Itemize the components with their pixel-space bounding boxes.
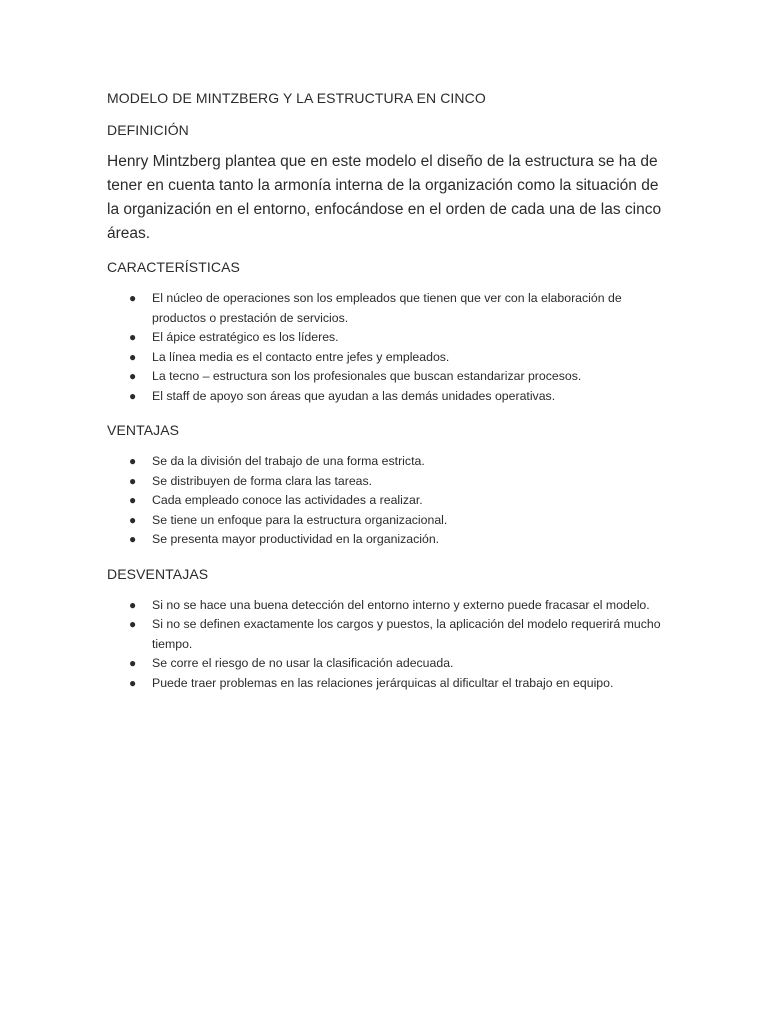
ventajas-list — [107, 452, 667, 550]
bullet-icon: ● — [129, 617, 137, 631]
list-item-text: Se distribuyen de forma clara las tareas. — [152, 473, 373, 488]
list-item-text: Se da la división del trabajo de una forma estricta. — [152, 454, 425, 468]
list-item-text: Si no se hace una buena detección del entorno interno y externo puede fracasar el modelo. — [152, 597, 650, 612]
list-item — [107, 491, 672, 511]
list-item-text: El ápice estratégico es los líderes. — [152, 330, 339, 344]
list-item-text: Cada empleado conoce las actividades a realizar. — [152, 493, 423, 507]
bullet-icon: ● — [129, 532, 137, 546]
list-item — [107, 328, 672, 348]
heading-definicion: DEFINICIÓN — [107, 122, 189, 138]
list-item-text: Se tiene un enfoque para la estructura organizacional. — [152, 512, 448, 527]
bullet-icon: ● — [129, 291, 137, 305]
list-item — [107, 674, 672, 694]
bullet-icon: ● — [129, 493, 137, 507]
list-item — [107, 530, 672, 550]
list-item — [107, 654, 672, 674]
list-item — [107, 615, 672, 654]
bullet-icon: ● — [129, 330, 137, 344]
list-item-text: El staff de apoyo son áreas que ayudan a las demás unidades operativas. — [152, 388, 556, 403]
bullet-icon: ● — [129, 597, 137, 612]
bullet-icon: ● — [129, 369, 137, 383]
list-item-text: Se presenta mayor productividad en la organización. — [152, 532, 440, 546]
bullet-icon: ● — [129, 454, 137, 468]
list-item — [107, 387, 672, 407]
list-item — [107, 452, 672, 472]
bullet-icon: ● — [129, 473, 137, 488]
list-item-text: Puede traer problemas en las relaciones jerárquicas al dificultar el trabajo en equipo. — [152, 675, 614, 690]
bullet-icon: ● — [129, 388, 137, 403]
definicion-paragraph: Henry Mintzberg plantea que en este modelo el diseño de la estructura se ha de tener en cuenta tanto la armonía interna de la organización como la situación de la organización en el entorno, enfocándose en el orden de cada una de las cinco áreas. — [107, 153, 662, 242]
list-item — [107, 348, 672, 368]
document-title: MODELO DE MINTZBERG Y LA ESTRUCTURA EN CINCO — [107, 90, 486, 106]
heading-ventajas: VENTAJAS — [107, 422, 180, 438]
list-item-text: Si no se definen exactamente los cargos y puestos, la aplicación del modelo requerirá mucho tiempo. — [152, 617, 661, 651]
document-page — [107, 88, 667, 707]
list-item — [107, 367, 672, 387]
list-item — [107, 596, 672, 616]
list-item-text: El núcleo de operaciones son los empleados que tienen que ver con la elaboración de productos o prestación de servicios. — [152, 291, 622, 325]
caracteristicas-list — [107, 289, 667, 406]
bullet-icon: ● — [129, 656, 137, 670]
desventajas-list — [107, 596, 667, 694]
list-item — [107, 289, 672, 328]
heading-desventajas: DESVENTAJAS — [107, 565, 209, 582]
list-item-text: Se corre el riesgo de no usar la clasificación adecuada. — [152, 656, 454, 670]
bullet-icon: ● — [129, 512, 137, 527]
list-item — [107, 511, 672, 531]
list-item — [107, 472, 672, 492]
bullet-icon: ● — [129, 675, 137, 690]
heading-caracteristicas: CARACTERÍSTICAS — [107, 259, 240, 275]
bullet-icon: ● — [129, 349, 137, 364]
list-item-text: La tecno – estructura son los profesionales que buscan estandarizar procesos. — [152, 369, 582, 383]
list-item-text: La línea media es el contacto entre jefes y empleados. — [152, 349, 450, 364]
